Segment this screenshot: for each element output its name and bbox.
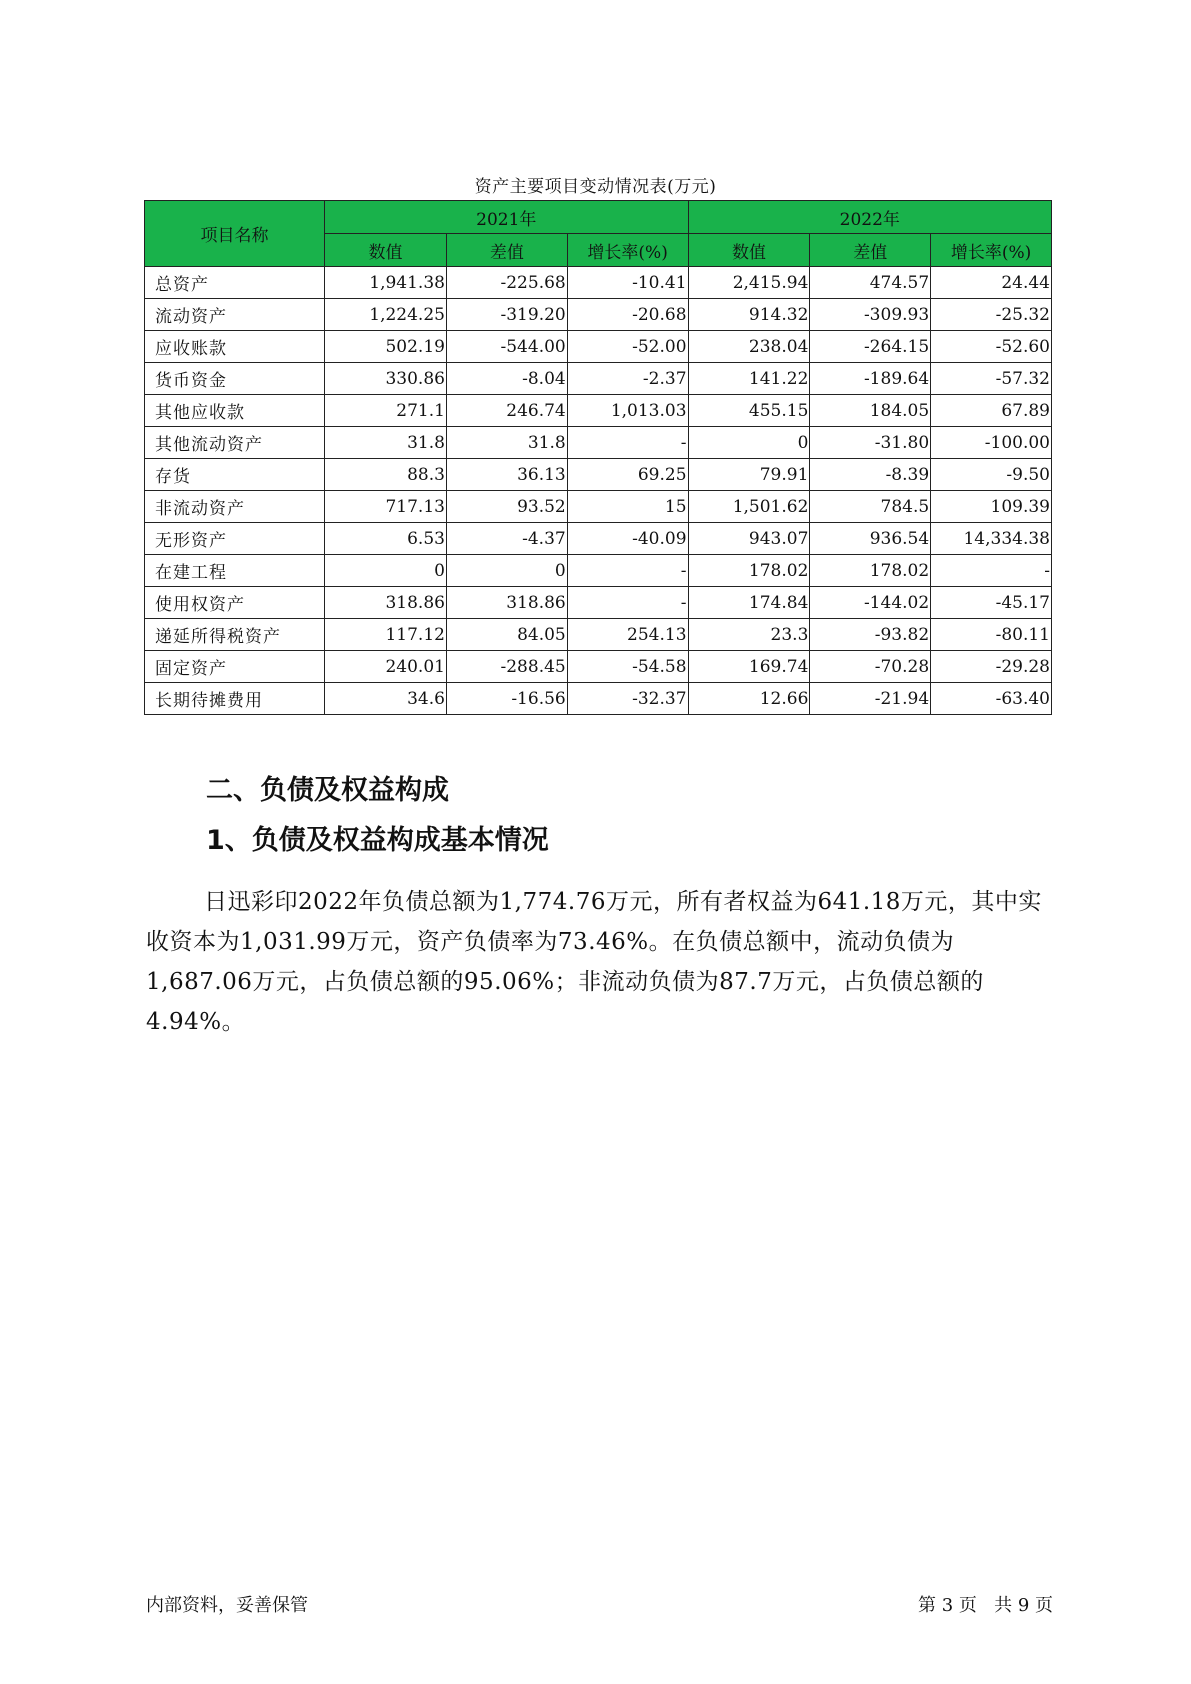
subheader-rate-2021: 增长率(%) <box>567 234 688 267</box>
row-value-cell: -52.60 <box>931 331 1052 363</box>
row-value-cell: -93.82 <box>810 619 931 651</box>
row-item-name: 递延所得税资产 <box>145 619 325 651</box>
subheader-value-2021: 数值 <box>325 234 447 267</box>
row-value-cell: 23.3 <box>688 619 810 651</box>
row-item-name: 固定资产 <box>145 651 325 683</box>
row-item-name: 在建工程 <box>145 555 325 587</box>
row-value-cell: -2.37 <box>567 363 688 395</box>
row-value-cell: 254.13 <box>567 619 688 651</box>
row-value-cell: 914.32 <box>688 299 810 331</box>
row-value-cell: 1,224.25 <box>325 299 447 331</box>
row-value-cell: -80.11 <box>931 619 1052 651</box>
row-item-name: 应收账款 <box>145 331 325 363</box>
row-value-cell: 455.15 <box>688 395 810 427</box>
row-value-cell: -319.20 <box>446 299 567 331</box>
subheader-diff-2021: 差值 <box>446 234 567 267</box>
row-value-cell: 34.6 <box>325 683 447 715</box>
row-item-name: 非流动资产 <box>145 491 325 523</box>
table-row <box>145 363 1052 395</box>
row-value-cell: 69.25 <box>567 459 688 491</box>
table-row <box>145 587 1052 619</box>
table-row <box>145 267 1052 299</box>
table-row <box>145 619 1052 651</box>
header-year-2021: 2021年 <box>325 201 688 234</box>
row-item-name: 流动资产 <box>145 299 325 331</box>
row-value-cell: 93.52 <box>446 491 567 523</box>
row-value-cell: 1,501.62 <box>688 491 810 523</box>
row-value-cell: -10.41 <box>567 267 688 299</box>
table-row <box>145 491 1052 523</box>
row-value-cell: 31.8 <box>325 427 447 459</box>
row-value-cell: 24.44 <box>931 267 1052 299</box>
row-value-cell: -70.28 <box>810 651 931 683</box>
row-value-cell: 936.54 <box>810 523 931 555</box>
row-value-cell: 88.3 <box>325 459 447 491</box>
row-value-cell: -40.09 <box>567 523 688 555</box>
row-value-cell: -21.94 <box>810 683 931 715</box>
row-value-cell: 2,415.94 <box>688 267 810 299</box>
row-value-cell: -54.58 <box>567 651 688 683</box>
section-paragraph: 日迅彩印2022年负债总额为1,774.76万元，所有者权益为641.18万元，其中实收资本为1,031.99万元，资产负债率为73.46%。在负债总额中，流动负债为1,687.06万元，占负债总额的95.06%；非流动负债为87.7万元，占负债总额的4.94%。 <box>146 889 1042 1035</box>
row-value-cell: 174.84 <box>688 587 810 619</box>
row-value-cell: 943.07 <box>688 523 810 555</box>
row-value-cell: 178.02 <box>810 555 931 587</box>
row-value-cell: -20.68 <box>567 299 688 331</box>
row-value-cell: 0 <box>688 427 810 459</box>
row-value-cell: 79.91 <box>688 459 810 491</box>
row-item-name: 货币资金 <box>145 363 325 395</box>
row-value-cell: -309.93 <box>810 299 931 331</box>
row-value-cell: -45.17 <box>931 587 1052 619</box>
row-item-name: 使用权资产 <box>145 587 325 619</box>
subheader-rate-2022: 增长率(%) <box>931 234 1052 267</box>
row-value-cell: 6.53 <box>325 523 447 555</box>
row-value-cell: 184.05 <box>810 395 931 427</box>
row-value-cell: 15 <box>567 491 688 523</box>
row-value-cell: -8.04 <box>446 363 567 395</box>
row-value-cell: 178.02 <box>688 555 810 587</box>
row-item-name: 其他应收款 <box>145 395 325 427</box>
row-value-cell: -9.50 <box>931 459 1052 491</box>
row-value-cell: 84.05 <box>446 619 567 651</box>
row-value-cell: 12.66 <box>688 683 810 715</box>
row-value-cell: -4.37 <box>446 523 567 555</box>
row-value-cell: -63.40 <box>931 683 1052 715</box>
row-value-cell: 109.39 <box>931 491 1052 523</box>
row-value-cell: 1,013.03 <box>567 395 688 427</box>
row-value-cell: 67.89 <box>931 395 1052 427</box>
row-value-cell: -29.28 <box>931 651 1052 683</box>
row-value-cell: 318.86 <box>446 587 567 619</box>
table-row <box>145 395 1052 427</box>
row-item-name: 存货 <box>145 459 325 491</box>
row-value-cell: 1,941.38 <box>325 267 447 299</box>
row-value-cell: 271.1 <box>325 395 447 427</box>
row-value-cell: 474.57 <box>810 267 931 299</box>
row-value-cell: - <box>567 587 688 619</box>
row-value-cell: 141.22 <box>688 363 810 395</box>
row-value-cell: -16.56 <box>446 683 567 715</box>
header-item-name: 项目名称 <box>145 201 325 267</box>
row-value-cell: -264.15 <box>810 331 931 363</box>
row-value-cell: 169.74 <box>688 651 810 683</box>
row-item-name: 总资产 <box>145 267 325 299</box>
row-value-cell: 717.13 <box>325 491 447 523</box>
row-value-cell: -31.80 <box>810 427 931 459</box>
row-value-cell: -25.32 <box>931 299 1052 331</box>
table-row <box>145 523 1052 555</box>
row-value-cell: 240.01 <box>325 651 447 683</box>
row-value-cell: 784.5 <box>810 491 931 523</box>
table-row <box>145 427 1052 459</box>
row-value-cell: 117.12 <box>325 619 447 651</box>
footer-confidential-note: 内部资料，妥善保管 <box>146 1595 308 1616</box>
row-value-cell: 318.86 <box>325 587 447 619</box>
row-value-cell: -52.00 <box>567 331 688 363</box>
row-value-cell: 0 <box>446 555 567 587</box>
row-value-cell: -144.02 <box>810 587 931 619</box>
footer-page-number: 第 3 页 共 9 页 <box>918 1595 1053 1616</box>
table-row <box>145 331 1052 363</box>
row-value-cell: -189.64 <box>810 363 931 395</box>
row-item-name: 无形资产 <box>145 523 325 555</box>
section-heading: 二、负债及权益构成 <box>206 775 449 806</box>
row-item-name: 长期待摊费用 <box>145 683 325 715</box>
row-value-cell: -57.32 <box>931 363 1052 395</box>
row-value-cell: -288.45 <box>446 651 567 683</box>
table-row <box>145 651 1052 683</box>
row-value-cell: -32.37 <box>567 683 688 715</box>
row-value-cell: 14,334.38 <box>931 523 1052 555</box>
row-item-name: 其他流动资产 <box>145 427 325 459</box>
row-value-cell: - <box>931 555 1052 587</box>
row-value-cell: -544.00 <box>446 331 567 363</box>
table-row <box>145 299 1052 331</box>
row-value-cell: -100.00 <box>931 427 1052 459</box>
row-value-cell: 31.8 <box>446 427 567 459</box>
section-subheading: 1、负债及权益构成基本情况 <box>206 825 549 856</box>
table-row <box>145 555 1052 587</box>
row-value-cell: 502.19 <box>325 331 447 363</box>
table-row <box>145 459 1052 491</box>
row-value-cell: 0 <box>325 555 447 587</box>
table-body <box>145 267 1052 715</box>
row-value-cell: -8.39 <box>810 459 931 491</box>
row-value-cell: 36.13 <box>446 459 567 491</box>
header-year-2022: 2022年 <box>688 201 1051 234</box>
row-value-cell: - <box>567 427 688 459</box>
asset-change-table <box>144 200 1052 715</box>
table-caption: 资产主要项目变动情况表(万元) <box>474 177 717 197</box>
row-value-cell: 246.74 <box>446 395 567 427</box>
row-value-cell: - <box>567 555 688 587</box>
row-value-cell: -225.68 <box>446 267 567 299</box>
row-value-cell: 238.04 <box>688 331 810 363</box>
table-row <box>145 683 1052 715</box>
subheader-diff-2022: 差值 <box>810 234 931 267</box>
subheader-value-2022: 数值 <box>688 234 810 267</box>
row-value-cell: 330.86 <box>325 363 447 395</box>
